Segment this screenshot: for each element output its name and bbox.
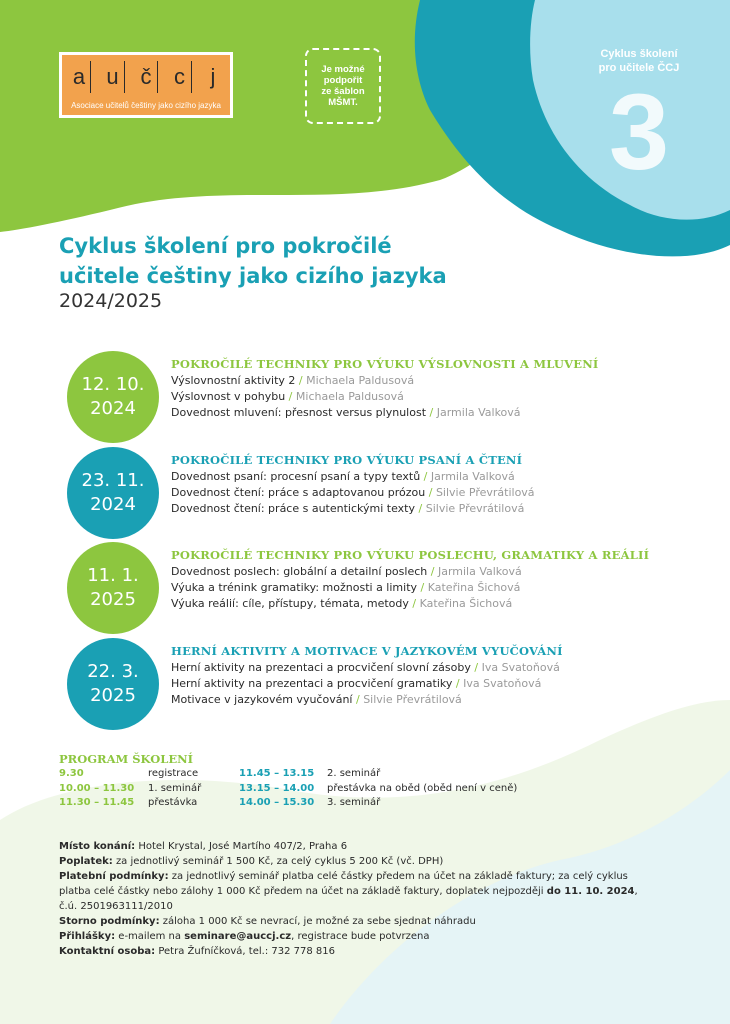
topic: Dovednost čtení: práce s adaptovanou prózou bbox=[171, 486, 426, 499]
lecturer: Iva Svatoňová bbox=[463, 677, 542, 690]
title-line1: Cyklus školení pro pokročilé bbox=[59, 234, 392, 258]
topic: Výslovnostní aktivity 2 bbox=[171, 374, 296, 387]
fee: za jednotlivý seminář 1 500 Kč, za celý cyklus 5 200 Kč (vč. DPH) bbox=[115, 856, 444, 867]
session-item bbox=[171, 405, 521, 421]
logo-subtitle: Asociace učitelů češtiny jako cizího jazyka bbox=[71, 101, 221, 110]
session-item bbox=[171, 389, 521, 405]
date-line1: 22. 3. bbox=[87, 661, 139, 682]
page-title bbox=[59, 231, 447, 291]
separator: / bbox=[428, 486, 433, 499]
session-item bbox=[171, 564, 522, 580]
program-column-1 bbox=[59, 767, 234, 811]
session-item bbox=[171, 469, 535, 485]
program-activity: registrace bbox=[148, 768, 199, 779]
contact-line bbox=[59, 944, 659, 959]
lecturer: Kateřina Šichová bbox=[419, 597, 513, 610]
session-item bbox=[171, 501, 535, 517]
session-items bbox=[171, 469, 535, 517]
date-line2: 2025 bbox=[90, 685, 136, 706]
badge-line: podpořit bbox=[323, 75, 363, 86]
topic: Výslovnost v pohybu bbox=[171, 390, 286, 403]
topic: Dovednost psaní: procesní psaní a typy textů bbox=[171, 470, 421, 483]
program-row bbox=[239, 767, 559, 782]
title-year: 2024/2025 bbox=[59, 290, 163, 312]
topic: Dovednost mluvení: přesnost versus plynulost bbox=[171, 406, 427, 419]
badge-line: ze šablon bbox=[321, 86, 365, 97]
session-item bbox=[171, 373, 521, 389]
info-block bbox=[59, 839, 659, 959]
session-item bbox=[171, 692, 560, 708]
date-circle bbox=[67, 351, 159, 443]
session-item bbox=[171, 596, 522, 612]
lecturer: Jarmila Valková bbox=[436, 406, 521, 419]
date-line1: 11. 1. bbox=[87, 565, 139, 586]
program-column-2 bbox=[239, 767, 559, 811]
cycle-label-line2: pro učitele ČCJ bbox=[598, 62, 680, 74]
payment-text2: platba celé částky nebo zálohy 1 000 Kč předem na účet na základě faktury, doplatek nejpozději bbox=[59, 886, 544, 897]
registration-text2: , registrace bude potvrzena bbox=[291, 931, 430, 942]
date-line2: 2024 bbox=[90, 494, 136, 515]
program-row bbox=[59, 782, 234, 797]
topic: Výuka a trénink gramatiky: možnosti a limity bbox=[171, 581, 418, 594]
session-item bbox=[171, 485, 535, 501]
program-activity: 2. seminář bbox=[327, 768, 381, 779]
logo-letter: j bbox=[210, 64, 216, 89]
logo-letter: č bbox=[135, 61, 158, 93]
program-activity: 1. seminář bbox=[148, 782, 202, 794]
program-row bbox=[59, 796, 234, 811]
msmt-badge bbox=[305, 48, 381, 124]
venue-line bbox=[59, 839, 659, 854]
venue: Hotel Krystal, José Martího 407/2, Praha 6 bbox=[138, 841, 348, 852]
date-circle bbox=[67, 542, 159, 634]
program-activity: přestávka na oběd (oběd není v ceně) bbox=[327, 782, 518, 794]
session-heading: POKROČILÉ TECHNIKY PRO VÝUKU VÝSLOVNOSTI A MLUVENÍ bbox=[171, 357, 599, 371]
topic: Herní aktivity na prezentaci a procvičení slovní zásoby bbox=[171, 661, 471, 674]
topic: Herní aktivity na prezentaci a procvičení gramatiky bbox=[171, 677, 453, 690]
date-circle bbox=[67, 638, 159, 730]
separator: / bbox=[455, 677, 460, 690]
lecturer: Jarmila Valková bbox=[437, 565, 522, 578]
topic: Výuka reálií: cíle, přístupy, témata, metody bbox=[171, 597, 409, 610]
session-heading: POKROČILÉ TECHNIKY PRO VÝUKU PSANÍ A ČTENÍ bbox=[171, 453, 523, 467]
storno-line bbox=[59, 914, 659, 929]
separator: / bbox=[298, 374, 303, 387]
separator: / bbox=[288, 390, 293, 403]
session-items bbox=[171, 660, 560, 708]
auccj-logo bbox=[59, 52, 233, 118]
program-row bbox=[59, 767, 234, 782]
badge-line: Je možné bbox=[321, 64, 365, 75]
separator: / bbox=[423, 470, 428, 483]
separator: / bbox=[418, 502, 423, 515]
lecturer: Jarmila Valková bbox=[430, 470, 515, 483]
date-line2: 2025 bbox=[90, 589, 136, 610]
program-title: PROGRAM ŠKOLENÍ bbox=[59, 752, 194, 766]
payment-line-2 bbox=[59, 884, 659, 899]
session-item bbox=[171, 676, 560, 692]
lecturer: Silvie Převrátilová bbox=[363, 693, 462, 706]
registration-text1: e-mailem na bbox=[118, 931, 182, 942]
cycle-label-line1: Cyklus školení bbox=[600, 48, 678, 60]
topic: Dovednost poslech: globální a detailní poslech bbox=[171, 565, 428, 578]
logo-letter: c bbox=[169, 61, 192, 93]
program-time: 11.30 – 11.45 bbox=[59, 797, 135, 808]
program-activity: přestávka bbox=[148, 797, 198, 808]
lecturer: Silvie Převrátilová bbox=[435, 486, 535, 499]
program-time: 11.45 – 13.15 bbox=[239, 768, 315, 779]
lecturer: Michaela Paldusová bbox=[306, 374, 415, 387]
contact: Petra Žufníčková, tel.: 732 778 816 bbox=[158, 946, 335, 957]
account-line bbox=[59, 899, 659, 914]
topic: Motivace v jazykovém vyučování bbox=[171, 693, 353, 706]
payment-text1: za jednotlivý seminář platba celé částky předem na účet na základě faktury; za celý cyklus bbox=[171, 871, 628, 882]
date-line1: 23. 11. bbox=[81, 470, 145, 491]
separator: / bbox=[429, 406, 434, 419]
program-time: 13.15 – 14.00 bbox=[239, 782, 315, 794]
separator: / bbox=[355, 693, 360, 706]
date-line2: 2024 bbox=[90, 398, 136, 419]
separator: / bbox=[420, 581, 425, 594]
fee-line bbox=[59, 854, 659, 869]
registration-line bbox=[59, 929, 659, 944]
payment-line bbox=[59, 869, 659, 884]
contact-label: Kontaktní osoba: bbox=[59, 946, 156, 957]
program-time: 9.30 bbox=[59, 768, 84, 779]
separator: / bbox=[474, 661, 479, 674]
logo-letter: u bbox=[102, 61, 125, 93]
date-line1: 12. 10. bbox=[81, 374, 145, 395]
account: č.ú. 2501963111/2010 bbox=[59, 901, 173, 912]
program-activity: 3. seminář bbox=[327, 797, 381, 808]
fee-label: Poplatek: bbox=[59, 856, 113, 867]
date-circle bbox=[67, 447, 159, 539]
lecturer: Kateřina Šichová bbox=[427, 581, 521, 594]
lecturer: Silvie Převrátilová bbox=[425, 502, 525, 515]
registration-email[interactable]: seminare@auccj.cz bbox=[184, 931, 292, 942]
logo-letter: a bbox=[68, 61, 91, 93]
title-line2: učitele češtiny jako cizího jazyka bbox=[59, 264, 447, 288]
storno-label: Storno podmínky: bbox=[59, 916, 160, 927]
payment-label: Platební podmínky: bbox=[59, 871, 169, 882]
lecturer: Michaela Paldusová bbox=[295, 390, 404, 403]
separator: / bbox=[412, 597, 417, 610]
session-item bbox=[171, 580, 522, 596]
lecturer: Iva Svatoňová bbox=[481, 661, 560, 674]
program-row bbox=[239, 796, 559, 811]
program-time: 14.00 – 15.30 bbox=[239, 797, 315, 808]
venue-label: Místo konání: bbox=[59, 841, 136, 852]
payment-comma: , bbox=[634, 886, 638, 897]
session-items bbox=[171, 373, 521, 421]
program-time: 10.00 – 11.30 bbox=[59, 782, 135, 794]
session-items bbox=[171, 564, 522, 612]
storno: záloha 1 000 Kč se nevrací, je možné za sebe sjednat náhradu bbox=[162, 916, 476, 927]
badge-line: MŠMT. bbox=[328, 97, 358, 108]
registration-label: Přihlášky: bbox=[59, 931, 116, 942]
cycle-number: 3 bbox=[608, 71, 670, 192]
topic: Dovednost čtení: práce s autentickými texty bbox=[171, 502, 416, 515]
session-heading: POKROČILÉ TECHNIKY PRO VÝUKU POSLECHU, GRAMATIKY A REÁLIÍ bbox=[171, 548, 650, 562]
session-heading: HERNÍ AKTIVITY A MOTIVACE V JAZYKOVÉM VYUČOVÁNÍ bbox=[171, 644, 563, 658]
program-row bbox=[239, 782, 559, 797]
payment-deadline: do 11. 10. 2024 bbox=[546, 886, 635, 897]
session-item bbox=[171, 660, 560, 676]
separator: / bbox=[430, 565, 435, 578]
